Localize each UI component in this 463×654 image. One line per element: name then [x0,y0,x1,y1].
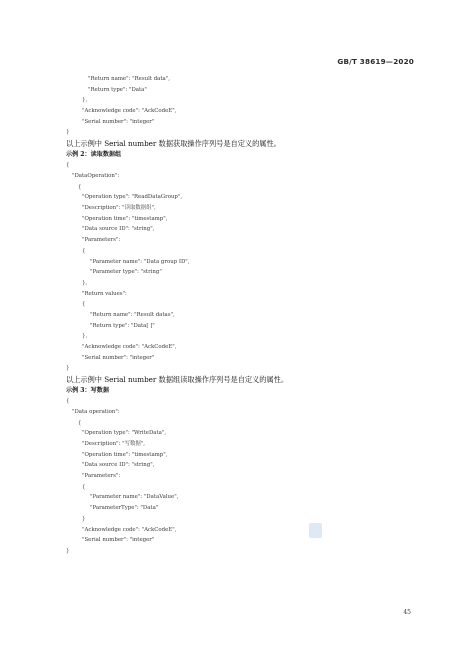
code-brace: { [66,398,70,405]
code-line: "Acknowledge code": "AckCodeE", [82,526,177,533]
code-brace: { [82,483,86,490]
code-line: "Description": "读取数据组", [82,205,156,212]
code-brace: } [82,515,86,522]
code-brace: { [82,247,86,254]
code-brace: } [66,129,70,136]
code-line: "Operation type": "ReadDataGroup", [82,194,183,201]
code-line: "Serial number": "integer" [82,118,155,125]
code-brace: } [66,365,70,372]
code-line: "Operation time": "timestamp", [82,215,168,222]
code-line: "Description": "写数据", [82,441,145,447]
code-line: "Serial number": "integer" [82,537,155,544]
body-paragraph: 以上示例中 Serial number 数据获取操作序列号是自定义的属性。 [66,139,281,149]
code-brace: { [78,183,82,190]
code-line: "Return name": "Result datas", [90,311,175,318]
code-line: "Return name": "Result data", [88,76,170,82]
code-brace: } [66,547,70,554]
code-brace: { [78,419,82,426]
code-brace: { [82,301,86,308]
code-line: "Data source ID": "string", [82,226,155,233]
code-brace: }, [82,279,88,286]
example-heading: 示例 2：读取数据组 [66,150,122,158]
code-line: "Return type": "Data[ ]" [90,322,155,329]
code-line: "Acknowledge code": "AckCodeE", [82,344,177,350]
code-line: "Parameter type": "string" [90,269,162,276]
code-line: "Operation type": "WriteData", [82,430,167,437]
standard-code: GB/T 38619—2020 [337,57,414,66]
code-line: "Parameter name": "Data group ID", [90,258,190,265]
page-number: 45 [403,609,411,616]
code-line: "ParameterType": "Data" [90,505,159,512]
code-line: "Data operation": [72,408,120,415]
scan-mark [309,523,322,538]
body-paragraph: 以上示例中 Serial number 数据组读取操作序列号是自定义的属性。 [66,375,289,385]
code-brace: }, [82,97,88,104]
code-line: "Data source ID": "string", [82,462,155,469]
code-line: "Operation time": "timestamp", [82,451,168,458]
code-line: "Parameter name": "DataValue", [90,494,179,501]
code-brace: { [66,162,70,169]
code-line: "Parameters": [82,237,121,244]
code-line: "Serial number": "integer" [82,354,155,361]
code-line: "Return type": "Data" [88,86,147,93]
example-heading: 示例 3：写数据 [66,386,109,394]
code-line: "DataOperation": [72,173,120,179]
code-line: "Return values": [82,290,127,297]
document-body [0,74,463,557]
code-brace: }, [82,333,88,340]
code-line: "Acknowledge code": "AckCodeE", [82,108,177,115]
code-line: "Parameters": [82,473,121,480]
